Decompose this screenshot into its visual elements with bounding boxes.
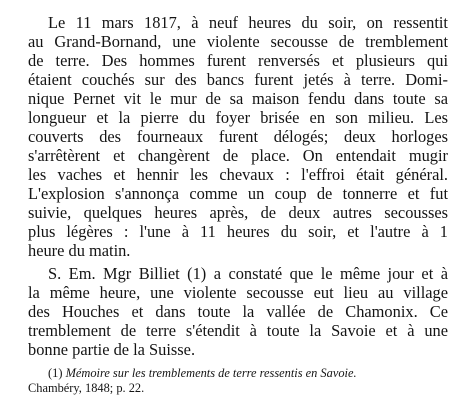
text-line: les vaches et hennir les chevaux : l'effroi était général. xyxy=(28,165,448,184)
text-line: nique Pernet vit le mur de sa maison fendu dans toute sa xyxy=(28,89,448,108)
text-line: S. Em. Mgr Billiet (1) a constaté que le même jour et à xyxy=(48,264,448,283)
text-line: tremblement de terre s'étendit à toute la Savoie et à une xyxy=(28,321,448,340)
footnote-line-2: Chambéry, 1848; p. 22. xyxy=(28,381,145,395)
footnote-title: Mémoire sur les tremblements de terre ressentis en Savoie. xyxy=(65,366,357,380)
text-line: la même heure, une violente secousse eut lieu au village xyxy=(28,283,448,302)
text-line: L'explosion s'annonça comme un coup de tonnerre et fut xyxy=(28,184,448,203)
footnote-marker: (1) xyxy=(48,366,63,380)
text-line: bonne partie de la Suisse. xyxy=(28,340,196,359)
footnote-line-1 xyxy=(48,366,448,381)
text-line: s'arrêtèrent et changèrent de place. On entendait mugir xyxy=(28,146,448,165)
text-line: plus légères : l'une à 11 heures du soir, et l'autre à 1 xyxy=(28,222,448,241)
text-line: couverts des fourneaux furent délogés; deux horloges xyxy=(28,127,448,146)
text-line: au Grand-Bornand, une violente secousse de tremblement xyxy=(28,32,448,51)
text-line: longueur et la pierre du foyer brisée en son milieu. Les xyxy=(28,108,448,127)
text-line: étaient couchés sur des bancs furent jetés à terre. Domi- xyxy=(28,70,448,89)
text-line: suivie, quelques heures après, de deux autres secousses xyxy=(28,203,448,222)
text-line: heure du matin. xyxy=(28,241,131,260)
text-line: des Houches et dans toute la vallée de Chamonix. Ce xyxy=(28,302,448,321)
text-line: Le 11 mars 1817, à neuf heures du soir, on ressentit xyxy=(48,13,448,32)
text-line: de terre. Des hommes furent renversés et plusieurs qui xyxy=(28,51,448,70)
